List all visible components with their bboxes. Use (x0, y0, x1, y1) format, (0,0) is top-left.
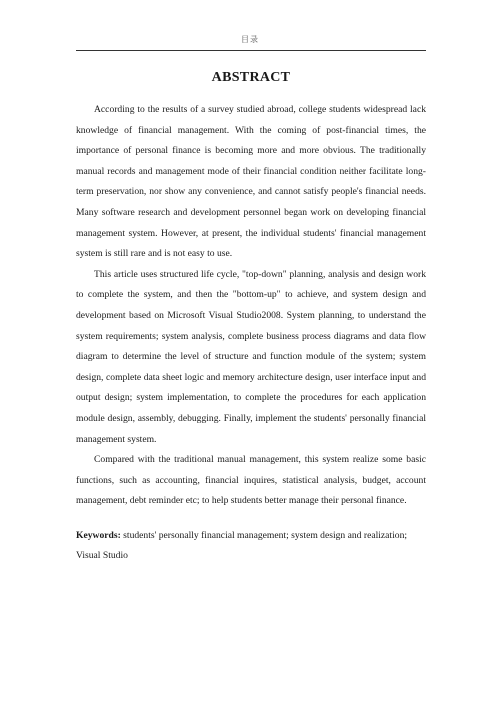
abstract-body (76, 70, 426, 567)
abstract-paragraph-3: Compared with the traditional manual management, this system realize some basic functions, such as accounting, financial inquires, statistical analysis, budget, account management, debt reminder etc; to help students better manage their personal finance. (76, 454, 426, 507)
running-header: 目录 (241, 35, 259, 44)
abstract-paragraph-2: This article uses structured life cycle, "top-down" planning, analysis and design work to complete the system, and then the "bottom-up" to achieve, and system design and development based on Microsoft Visual Studio2008. System planning, to understand the system requirements; system analysis, complete business process diagrams and data flow diagram to determine the level of structure and function module of the system; system design, complete data sheet logic and memory architecture design, user interface input and output design; system implementation, to complete the procedures for each application module design, assembly, debugging. Finally, implement the students' personally financial management system. (76, 268, 426, 445)
keywords-text: students' personally financial management; system design and realization; Visual Studio (76, 529, 408, 562)
abstract-paragraph-1: According to the results of a survey studied abroad, college students widespread lack knowledge of financial management. With the coming of post-financial times, the importance of personal finance is becoming more and more obvious. The traditionally manual records and management mode of their financial condition neither facilitate long-term preservation, nor show any convenience, and cannot satisfy people's financial needs. Many software research and development personnel began work on developing financial management system. However, at present, the individual students' financial management system is still rare and is not easy to use. (76, 104, 426, 260)
keywords-line (76, 526, 426, 567)
keywords-label: Keywords: (76, 529, 121, 541)
header-divider (76, 50, 426, 51)
page-title: ABSTRACT (211, 70, 291, 85)
